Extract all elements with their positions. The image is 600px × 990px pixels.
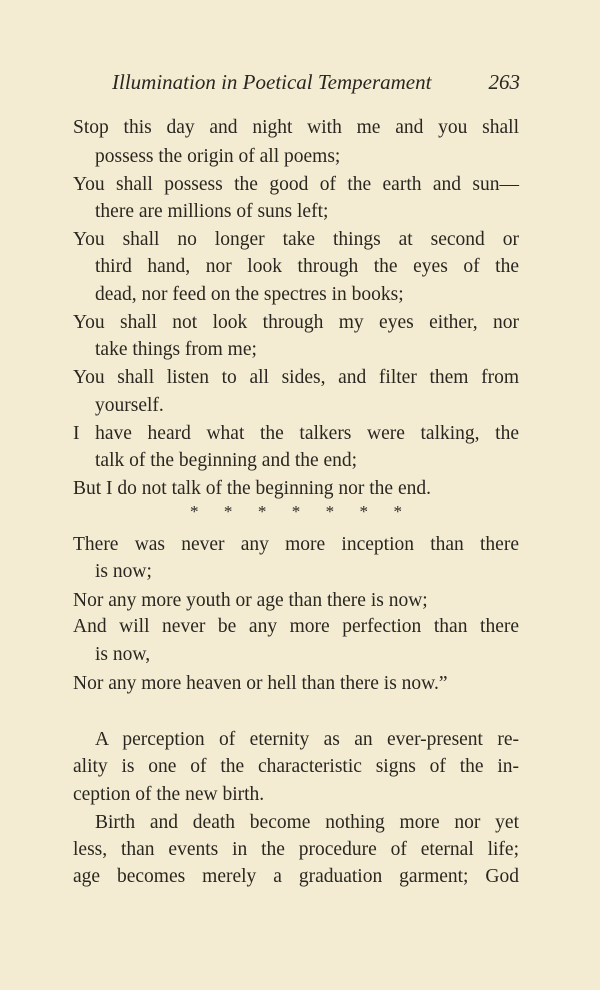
poem-line: There was never any more inception than there bbox=[73, 534, 519, 555]
poem-line: I have heard what the talkers were talking, the bbox=[73, 423, 519, 444]
asterisk: * bbox=[257, 502, 267, 521]
prose-line: ception of the new birth. bbox=[73, 784, 265, 805]
asterisk: * bbox=[223, 502, 233, 521]
poem-line: is now; bbox=[95, 561, 152, 582]
asterisk: * bbox=[393, 502, 402, 521]
poem-line: yourself. bbox=[95, 395, 164, 416]
asterisk: * bbox=[291, 502, 301, 521]
prose-line: age becomes merely a graduation garment; God bbox=[73, 866, 519, 887]
poem-line: possess the origin of all poems; bbox=[95, 146, 341, 167]
poem-line: But I do not talk of the beginning nor the end. bbox=[73, 478, 431, 499]
asterisk: * bbox=[190, 502, 199, 521]
poem-line: Stop this day and night with me and you shall bbox=[73, 117, 519, 138]
poem-line: Nor any more heaven or hell than there is now.” bbox=[73, 673, 448, 694]
poem-line: You shall listen to all sides, and filter them from bbox=[73, 367, 519, 388]
prose-line: Birth and death become nothing more nor yet bbox=[95, 812, 519, 833]
prose-line: A perception of eternity as an ever-present re- bbox=[95, 729, 519, 750]
poem-line: there are millions of suns left; bbox=[95, 201, 329, 222]
poem-line: You shall not look through my eyes either, nor bbox=[73, 312, 519, 333]
page-number: 263 bbox=[488, 70, 520, 94]
poem-line: dead, nor feed on the spectres in books; bbox=[95, 284, 404, 305]
prose-line: ality is one of the characteristic signs of the in- bbox=[73, 756, 519, 777]
poem-line: You shall possess the good of the earth and sun— bbox=[73, 174, 519, 195]
poem-line: talk of the beginning and the end; bbox=[95, 450, 358, 471]
running-title: Illumination in Poetical Temperament bbox=[112, 70, 432, 94]
asterisk: * bbox=[359, 502, 369, 521]
section-separator bbox=[190, 502, 402, 522]
running-header bbox=[112, 70, 520, 95]
asterisk: * bbox=[325, 502, 335, 521]
poem-line: Nor any more youth or age than there is now; bbox=[73, 590, 428, 611]
poem-line: third hand, nor look through the eyes of the bbox=[95, 256, 519, 277]
poem-line: You shall no longer take things at second or bbox=[73, 229, 519, 250]
poem-line: is now, bbox=[95, 644, 151, 665]
prose-line: less, than events in the procedure of eternal life; bbox=[73, 839, 519, 860]
poem-line: take things from me; bbox=[95, 339, 257, 360]
poem-line: And will never be any more perfection than there bbox=[73, 616, 519, 637]
